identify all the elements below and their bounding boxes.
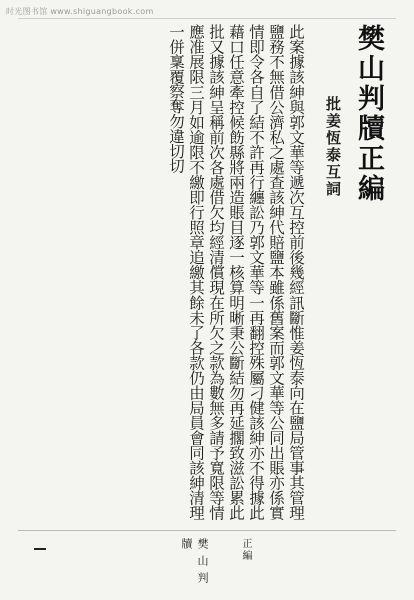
book-title: 樊山判牘正編 (353, 24, 384, 204)
body-text: 此案據該紳與郭文華等遞次互控前後幾經訊斷惟姜恆泰向在鹽局管事其管理鹽務不無借公濟私之處查該紳代賠鹽本雖係舊案而郭文華等公同出賬亦係實情即令各自了結不許再行纏訟乃郭文華等一再翻控殊屬刁健該紳亦不得據此藉口任意牽控候飭縣將兩造賬目逐一核算明晰秉公斷結勿再延擱致滋訟累此批又據該紳呈稱前次各處借欠均經清償現在所欠之款為數無多請予寬限等情應准展限三月如逾限不繳即行照章追繳其餘未了各款仍由局員會同該紳清理一併稟覆察奪勿違切切 (167, 24, 305, 520)
watermark: 时光图书馆 www.shiguangbook.com (6, 7, 154, 16)
section-heading: 批姜恆泰互詞 (324, 96, 342, 198)
top-rule (18, 18, 396, 19)
bottom-rule (18, 530, 396, 531)
footer-section: 正編 (240, 538, 251, 562)
page-mark (34, 548, 46, 550)
footer-book-name: 樊山判牘 (180, 538, 209, 589)
